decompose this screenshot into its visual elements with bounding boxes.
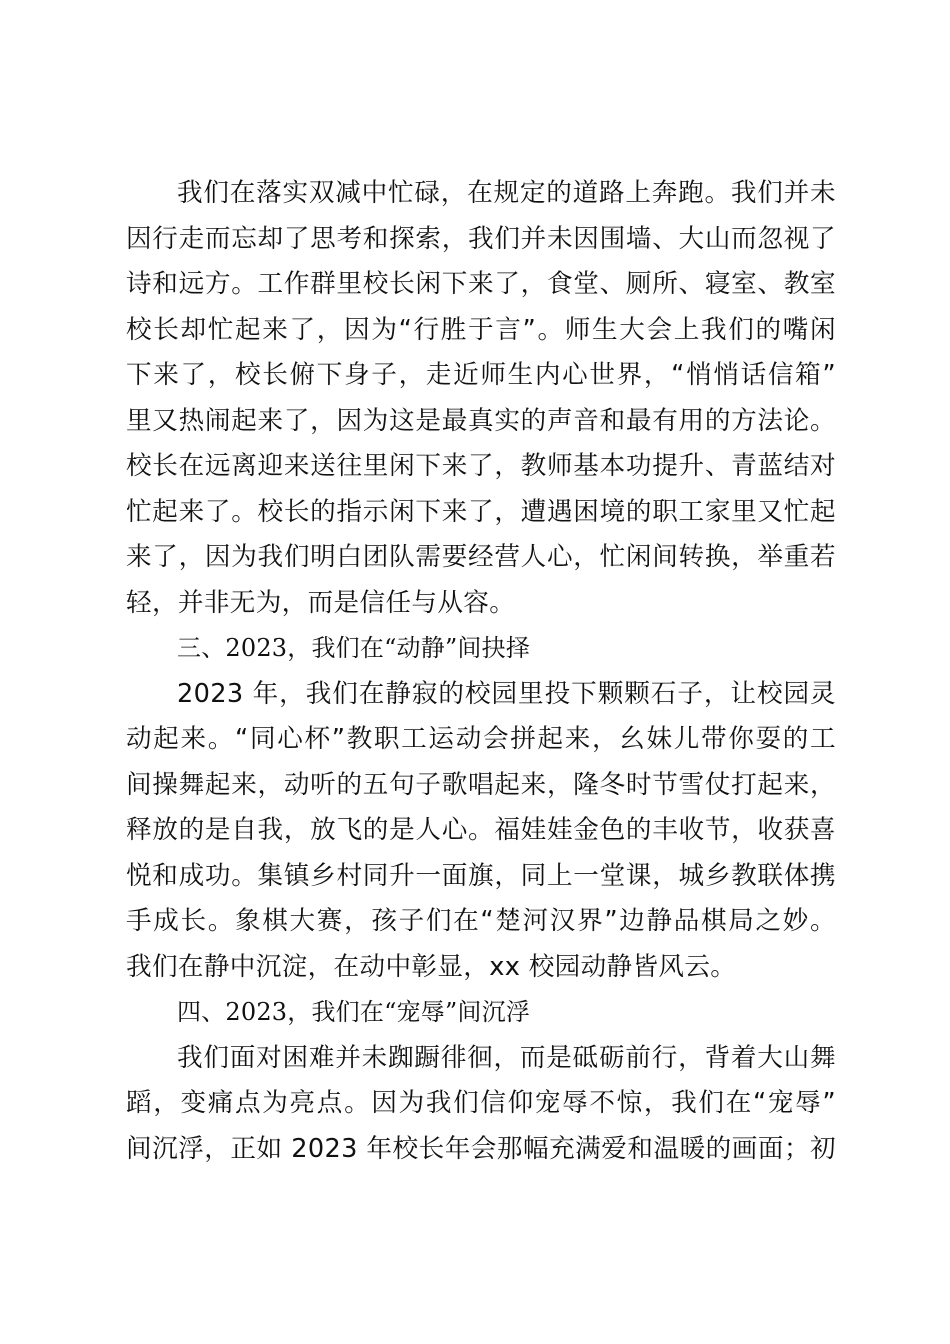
paragraph-line: 我们面对困难并未踟蹰徘徊，而是砥砺前行，背着大山舞 <box>177 1042 836 1073</box>
paragraph-line: 间沉浮，正如 2023 年校长年会那幅充满爱和温暖的画面；初 <box>126 1133 836 1164</box>
paragraph-line: 忙起来了。校长的指示闲下来了，遭遇困境的职工家里又忙起 <box>126 496 836 527</box>
paragraph-line: 诗和远方。工作群里校长闲下来了，食堂、厕所、寝室、教室 <box>126 269 836 299</box>
paragraph-line: 动起来。“同心杯”教职工运动会拼起来，幺妹儿带你耍的工 <box>126 724 836 754</box>
paragraph-line: 轻，并非无为，而是信任与从容。 <box>126 587 516 618</box>
section-heading: 三、2023，我们在“动静”间抉择 <box>177 634 531 662</box>
paragraph-line: 因行走而忘却了思考和探索，我们并未因围墙、大山而忽视了 <box>126 223 836 254</box>
paragraph-line: 2023 年，我们在静寂的校园里投下颗颗石子，让校园灵 <box>177 678 836 709</box>
paragraph-line: 间操舞起来，动听的五句子歌唱起来，隆冬时节雪仗打起来， <box>126 769 836 800</box>
paragraph-line: 我们在落实双减中忙碌，在规定的道路上奔跑。我们并未 <box>177 178 836 208</box>
paragraph-line: 悦和成功。集镇乡村同升一面旗，同上一堂课，城乡教联体携 <box>126 860 836 891</box>
paragraph-line: 校长在远离迎来送往里闲下来了，教师基本功提升、青蓝结对 <box>126 451 836 481</box>
paragraph-line: 校长却忙起来了，因为“行胜于言”。师生大会上我们的嘴闲 <box>126 314 836 345</box>
paragraph-line: 下来了，校长俯下身子，走近师生内心世界，“悄悄话信箱” <box>126 360 836 390</box>
paragraph-line: 来了，因为我们明白团队需要经营人心，忙闲间转换，举重若 <box>126 542 836 572</box>
section-heading: 四、2023，我们在“宠辱”间沉浮 <box>177 998 531 1026</box>
document-body <box>126 171 836 1172</box>
paragraph-line: 释放的是自我，放飞的是人心。福娃娃金色的丰收节，收获喜 <box>126 815 836 845</box>
paragraph-line: 手成长。象棋大赛，孩子们在“楚河汉界”边静品棋局之妙。 <box>126 906 836 936</box>
paragraph-line: 蹈，变痛点为亮点。因为我们信仰宠辱不惊，我们在“宠辱” <box>126 1088 836 1118</box>
paragraph-line: 里又热闹起来了，因为这是最真实的声音和最有用的方法论。 <box>126 405 836 436</box>
paragraph-line: 我们在静中沉淀，在动中彰显，xx 校园动静皆风云。 <box>126 951 737 982</box>
